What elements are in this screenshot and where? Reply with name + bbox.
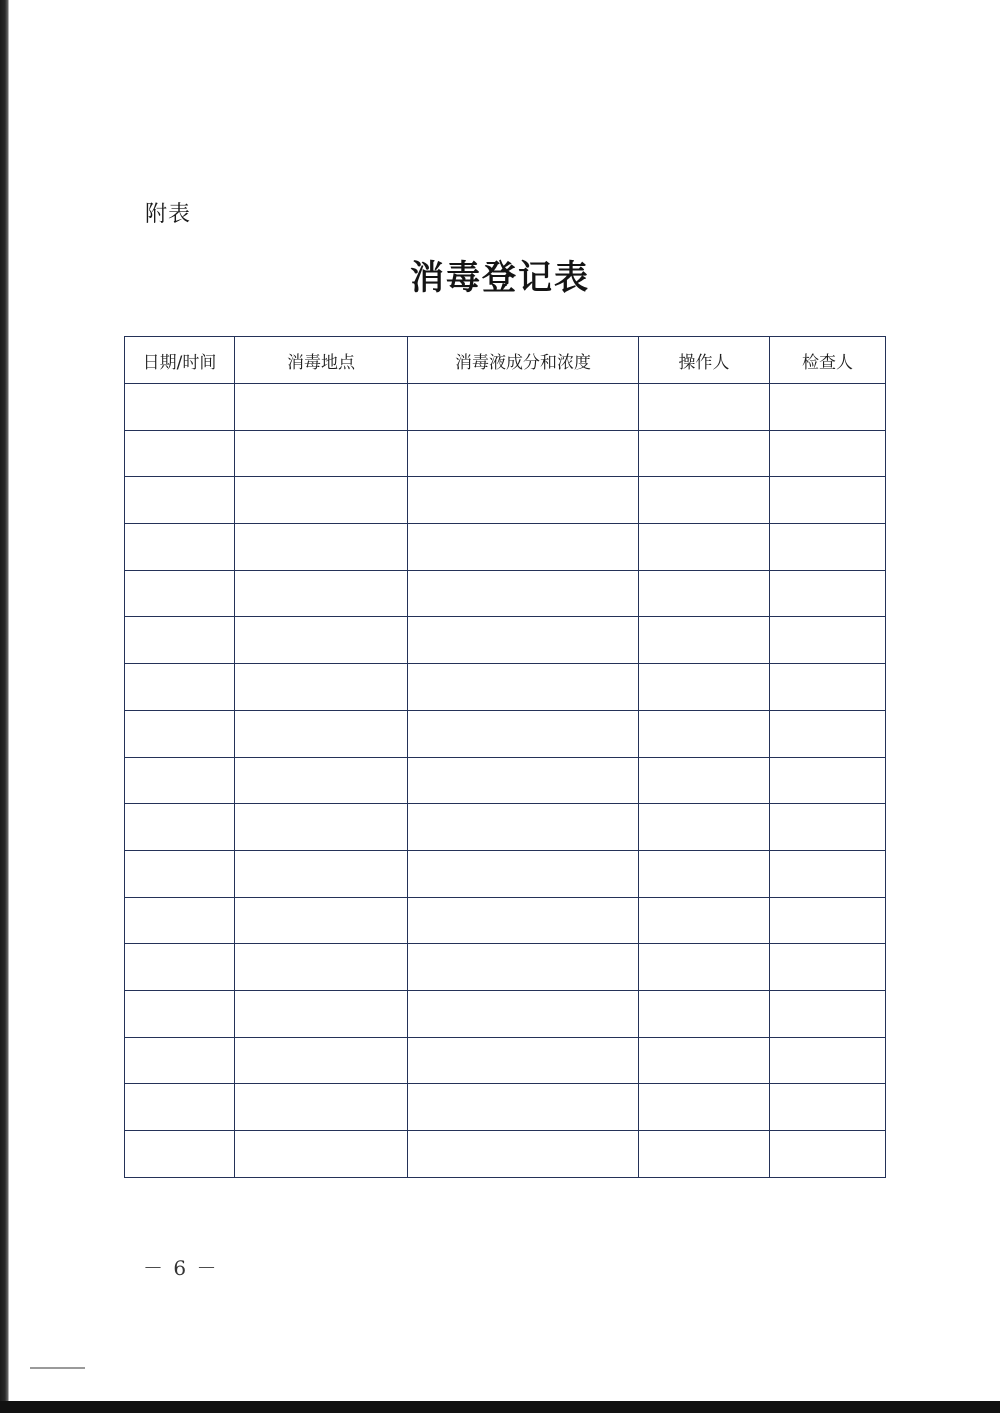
table-cell[interactable]: [125, 1084, 235, 1131]
header-operator: 操作人: [639, 337, 770, 384]
table-cell[interactable]: [125, 430, 235, 477]
table-cell[interactable]: [770, 804, 886, 851]
table-row: [125, 1084, 886, 1131]
table-cell[interactable]: [770, 617, 886, 664]
table-cell[interactable]: [639, 384, 770, 431]
table-cell[interactable]: [125, 524, 235, 571]
table-cell[interactable]: [235, 384, 408, 431]
header-location: 消毒地点: [235, 337, 408, 384]
table-cell[interactable]: [639, 757, 770, 804]
scan-artifact-line: [30, 1367, 85, 1369]
table-cell[interactable]: [235, 990, 408, 1037]
table-row: [125, 944, 886, 991]
table-cell[interactable]: [235, 430, 408, 477]
table-cell[interactable]: [408, 897, 639, 944]
scan-left-edge: [0, 0, 9, 1413]
table-cell[interactable]: [408, 524, 639, 571]
table-cell[interactable]: [408, 710, 639, 757]
table-cell[interactable]: [770, 710, 886, 757]
table-cell[interactable]: [125, 1037, 235, 1084]
table-cell[interactable]: [408, 570, 639, 617]
table-cell[interactable]: [235, 477, 408, 524]
table-cell[interactable]: [235, 804, 408, 851]
table-cell[interactable]: [770, 570, 886, 617]
table-row: [125, 850, 886, 897]
table-cell[interactable]: [125, 757, 235, 804]
table-cell[interactable]: [125, 804, 235, 851]
table-cell[interactable]: [125, 990, 235, 1037]
table-row: [125, 804, 886, 851]
table-cell[interactable]: [408, 664, 639, 711]
table-cell[interactable]: [770, 477, 886, 524]
table-cell[interactable]: [639, 897, 770, 944]
scan-bottom-edge: [0, 1401, 1000, 1413]
table-row: [125, 897, 886, 944]
table-cell[interactable]: [408, 617, 639, 664]
table-cell[interactable]: [235, 757, 408, 804]
table-cell[interactable]: [639, 944, 770, 991]
table-cell[interactable]: [639, 990, 770, 1037]
table-cell[interactable]: [125, 664, 235, 711]
table-cell[interactable]: [235, 1084, 408, 1131]
table-cell[interactable]: [639, 1037, 770, 1084]
table-cell[interactable]: [770, 524, 886, 571]
table-cell[interactable]: [235, 850, 408, 897]
table-cell[interactable]: [408, 990, 639, 1037]
table-row: [125, 664, 886, 711]
table-cell[interactable]: [408, 384, 639, 431]
table-cell[interactable]: [639, 617, 770, 664]
table-row: [125, 524, 886, 571]
table-cell[interactable]: [770, 1037, 886, 1084]
table-cell[interactable]: [235, 944, 408, 991]
table-cell[interactable]: [639, 430, 770, 477]
table-cell[interactable]: [235, 1131, 408, 1178]
table-cell[interactable]: [408, 477, 639, 524]
table-cell[interactable]: [125, 570, 235, 617]
table-row: [125, 710, 886, 757]
document-title: 消毒登记表: [410, 258, 590, 298]
table-cell[interactable]: [770, 897, 886, 944]
table-row: [125, 430, 886, 477]
table-body: [125, 384, 886, 1178]
table-cell[interactable]: [639, 850, 770, 897]
table-cell[interactable]: [125, 944, 235, 991]
table-row: [125, 990, 886, 1037]
table-cell[interactable]: [639, 1131, 770, 1178]
table-cell[interactable]: [770, 1084, 886, 1131]
table-cell[interactable]: [639, 524, 770, 571]
table-row: [125, 1131, 886, 1178]
table-cell[interactable]: [408, 430, 639, 477]
table-cell[interactable]: [639, 710, 770, 757]
page-number: － 6 －: [143, 1256, 219, 1280]
table-cell[interactable]: [770, 430, 886, 477]
table-cell[interactable]: [408, 804, 639, 851]
header-disinfectant-concentration: 消毒液成分和浓度: [408, 337, 639, 384]
table-cell[interactable]: [408, 757, 639, 804]
table-cell[interactable]: [235, 897, 408, 944]
table-cell[interactable]: [125, 617, 235, 664]
table-cell[interactable]: [770, 757, 886, 804]
table-row: [125, 617, 886, 664]
table-cell[interactable]: [235, 570, 408, 617]
disinfection-register-table: [124, 336, 886, 1178]
table-cell[interactable]: [235, 617, 408, 664]
table-cell[interactable]: [770, 990, 886, 1037]
table-row: [125, 757, 886, 804]
table-cell[interactable]: [770, 384, 886, 431]
table-cell[interactable]: [408, 1037, 639, 1084]
table-cell[interactable]: [125, 850, 235, 897]
table-cell[interactable]: [125, 1131, 235, 1178]
table-row: [125, 1037, 886, 1084]
header-date-time: 日期/时间: [125, 337, 235, 384]
table-cell[interactable]: [235, 664, 408, 711]
header-inspector: 检查人: [770, 337, 886, 384]
table-cell[interactable]: [639, 1084, 770, 1131]
table-cell[interactable]: [639, 664, 770, 711]
table-row: [125, 570, 886, 617]
table-cell[interactable]: [770, 664, 886, 711]
table-cell[interactable]: [408, 1131, 639, 1178]
table-cell[interactable]: [125, 477, 235, 524]
table-row: [125, 477, 886, 524]
table-cell[interactable]: [125, 384, 235, 431]
table-cell[interactable]: [125, 897, 235, 944]
table-cell[interactable]: [408, 1084, 639, 1131]
table-cell[interactable]: [639, 804, 770, 851]
table-cell[interactable]: [408, 944, 639, 991]
table-cell[interactable]: [770, 850, 886, 897]
table-cell[interactable]: [235, 524, 408, 571]
table-cell[interactable]: [770, 1131, 886, 1178]
table-cell[interactable]: [639, 570, 770, 617]
table-row: [125, 384, 886, 431]
table-cell[interactable]: [639, 477, 770, 524]
table-cell[interactable]: [408, 850, 639, 897]
table-cell[interactable]: [770, 944, 886, 991]
table-cell[interactable]: [235, 1037, 408, 1084]
attachment-label: 附表: [145, 202, 192, 227]
table-cell[interactable]: [125, 710, 235, 757]
table-cell[interactable]: [235, 710, 408, 757]
table-header-row: [125, 337, 886, 384]
